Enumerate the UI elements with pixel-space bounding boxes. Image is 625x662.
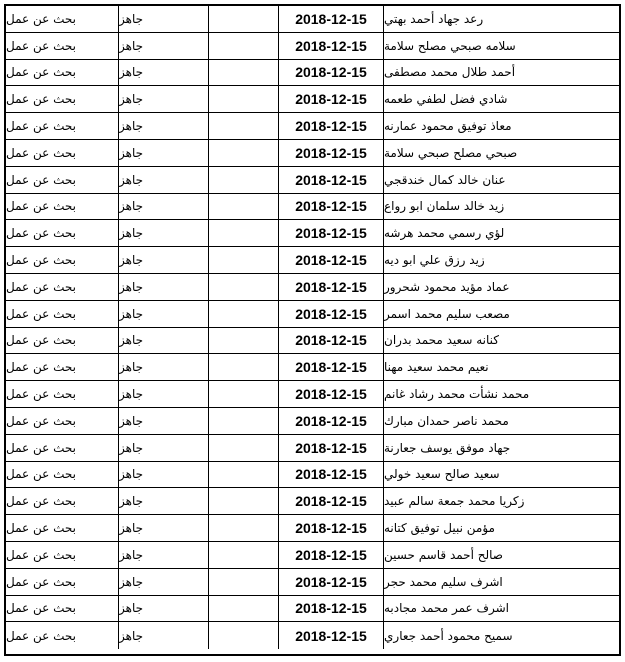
table-row <box>6 274 619 301</box>
status-cell: جاهز <box>118 569 208 595</box>
date-cell: 2018-12-15 <box>278 622 383 649</box>
table-row <box>6 86 619 113</box>
name-cell: اشرف عمر محمد مجادبه <box>383 596 619 622</box>
date-cell: 2018-12-15 <box>278 194 383 220</box>
table-row <box>6 622 619 649</box>
reason-cell: بحث عن عمل <box>6 92 76 107</box>
name-cell: عنان خالد كمال خندقجي <box>383 167 619 193</box>
reason-cell: بحث عن عمل <box>6 521 76 536</box>
date-cell: 2018-12-15 <box>278 301 383 327</box>
table-row <box>6 354 619 381</box>
date-cell: 2018-12-15 <box>278 354 383 380</box>
status-cell: جاهز <box>118 435 208 461</box>
date-cell: 2018-12-15 <box>278 6 383 32</box>
reason-cell: بحث عن عمل <box>6 145 76 160</box>
name-cell: شادي فضل لطفي طعمه <box>383 86 619 112</box>
blank-cell <box>208 274 278 300</box>
date-cell: 2018-12-15 <box>278 488 383 514</box>
name-cell: سلامه صبحي مصلح سلامة <box>383 33 619 59</box>
date-cell: 2018-12-15 <box>278 462 383 488</box>
status-cell: جاهز <box>118 515 208 541</box>
reason-cell: بحث عن عمل <box>6 628 76 643</box>
blank-cell <box>208 220 278 246</box>
status-cell: جاهز <box>118 381 208 407</box>
name-cell: نعيم محمد سعيد مهنا <box>383 354 619 380</box>
date-cell: 2018-12-15 <box>278 515 383 541</box>
reason-cell: بحث عن عمل <box>6 494 76 509</box>
blank-cell <box>208 515 278 541</box>
table-row <box>6 6 619 33</box>
blank-cell <box>208 622 278 649</box>
reason-cell: بحث عن عمل <box>6 333 76 348</box>
table-row <box>6 220 619 247</box>
blank-cell <box>208 354 278 380</box>
table-row <box>6 301 619 328</box>
blank-cell <box>208 408 278 434</box>
records-table <box>4 4 621 656</box>
name-cell: محمد ناصر حمدان مبارك <box>383 408 619 434</box>
blank-cell <box>208 462 278 488</box>
reason-cell: بحث عن عمل <box>6 306 76 321</box>
blank-cell <box>208 542 278 568</box>
blank-cell <box>208 140 278 166</box>
date-cell: 2018-12-15 <box>278 274 383 300</box>
status-cell: جاهز <box>118 622 208 649</box>
table-row <box>6 569 619 596</box>
blank-cell <box>208 247 278 273</box>
table-row <box>6 167 619 194</box>
date-cell: 2018-12-15 <box>278 408 383 434</box>
date-cell: 2018-12-15 <box>278 596 383 622</box>
blank-cell <box>208 301 278 327</box>
status-cell: جاهز <box>118 462 208 488</box>
status-cell: جاهز <box>118 354 208 380</box>
date-cell: 2018-12-15 <box>278 247 383 273</box>
table-row <box>6 60 619 87</box>
blank-cell <box>208 328 278 354</box>
status-cell: جاهز <box>118 86 208 112</box>
blank-cell <box>208 33 278 59</box>
reason-cell: بحث عن عمل <box>6 413 76 428</box>
status-cell: جاهز <box>118 194 208 220</box>
reason-cell: بحث عن عمل <box>6 119 76 134</box>
name-cell: محمد نشأت محمد رشاد غانم <box>383 381 619 407</box>
status-cell: جاهز <box>118 274 208 300</box>
date-cell: 2018-12-15 <box>278 542 383 568</box>
status-cell: جاهز <box>118 301 208 327</box>
date-cell: 2018-12-15 <box>278 167 383 193</box>
name-cell: معاذ توفيق محمود عمارنه <box>383 113 619 139</box>
table-row <box>6 488 619 515</box>
reason-cell: بحث عن عمل <box>6 574 76 589</box>
status-cell: جاهز <box>118 6 208 32</box>
blank-cell <box>208 113 278 139</box>
name-cell: سعيد صالح سعيد خولي <box>383 462 619 488</box>
table-row <box>6 33 619 60</box>
name-cell: لؤي رسمي محمد هرشه <box>383 220 619 246</box>
blank-cell <box>208 488 278 514</box>
status-cell: جاهز <box>118 60 208 86</box>
name-cell: صالح أحمد قاسم حسين <box>383 542 619 568</box>
date-cell: 2018-12-15 <box>278 220 383 246</box>
table-row <box>6 140 619 167</box>
reason-cell: بحث عن عمل <box>6 253 76 268</box>
table-row <box>6 462 619 489</box>
date-cell: 2018-12-15 <box>278 140 383 166</box>
date-cell: 2018-12-15 <box>278 435 383 461</box>
reason-cell: بحث عن عمل <box>6 11 76 26</box>
name-cell: زيد خالد سلمان ابو رواع <box>383 194 619 220</box>
date-cell: 2018-12-15 <box>278 86 383 112</box>
status-cell: جاهز <box>118 408 208 434</box>
date-cell: 2018-12-15 <box>278 381 383 407</box>
name-cell: مصعب سليم محمد اسمر <box>383 301 619 327</box>
status-cell: جاهز <box>118 247 208 273</box>
status-cell: جاهز <box>118 328 208 354</box>
name-cell: زيد رزق علي ابو ديه <box>383 247 619 273</box>
blank-cell <box>208 86 278 112</box>
reason-cell: بحث عن عمل <box>6 440 76 455</box>
status-cell: جاهز <box>118 220 208 246</box>
date-cell: 2018-12-15 <box>278 60 383 86</box>
name-cell: أحمد طلال محمد مصطفى <box>383 60 619 86</box>
name-cell: زكريا محمد جمعة سالم عبيد <box>383 488 619 514</box>
reason-cell: بحث عن عمل <box>6 38 76 53</box>
status-cell: جاهز <box>118 488 208 514</box>
table-row <box>6 596 619 623</box>
blank-cell <box>208 435 278 461</box>
name-cell: كنانه سعيد محمد بدران <box>383 328 619 354</box>
reason-cell: بحث عن عمل <box>6 601 76 616</box>
table-row <box>6 381 619 408</box>
status-cell: جاهز <box>118 596 208 622</box>
blank-cell <box>208 60 278 86</box>
reason-cell: بحث عن عمل <box>6 360 76 375</box>
status-cell: جاهز <box>118 113 208 139</box>
reason-cell: بحث عن عمل <box>6 226 76 241</box>
status-cell: جاهز <box>118 140 208 166</box>
reason-cell: بحث عن عمل <box>6 387 76 402</box>
blank-cell <box>208 6 278 32</box>
reason-cell: بحث عن عمل <box>6 467 76 482</box>
table-row <box>6 328 619 355</box>
table-row <box>6 408 619 435</box>
table-row <box>6 247 619 274</box>
name-cell: صبحي مصلح صبحي سلامة <box>383 140 619 166</box>
table-row <box>6 515 619 542</box>
name-cell: جهاد موفق يوسف جعارنة <box>383 435 619 461</box>
date-cell: 2018-12-15 <box>278 569 383 595</box>
name-cell: اشرف سليم محمد حجر <box>383 569 619 595</box>
name-cell: رعد جهاد أحمد بهتي <box>383 6 619 32</box>
table-row <box>6 194 619 221</box>
blank-cell <box>208 569 278 595</box>
reason-cell: بحث عن عمل <box>6 65 76 80</box>
status-cell: جاهز <box>118 542 208 568</box>
reason-cell: بحث عن عمل <box>6 279 76 294</box>
name-cell: مؤمن نبيل توفيق كتانه <box>383 515 619 541</box>
table-row <box>6 542 619 569</box>
blank-cell <box>208 381 278 407</box>
blank-cell <box>208 596 278 622</box>
reason-cell: بحث عن عمل <box>6 199 76 214</box>
table-row <box>6 113 619 140</box>
name-cell: سميح محمود أحمد جعاري <box>383 622 619 649</box>
status-cell: جاهز <box>118 33 208 59</box>
blank-cell <box>208 194 278 220</box>
blank-cell <box>208 167 278 193</box>
status-cell: جاهز <box>118 167 208 193</box>
date-cell: 2018-12-15 <box>278 33 383 59</box>
date-cell: 2018-12-15 <box>278 113 383 139</box>
date-cell: 2018-12-15 <box>278 328 383 354</box>
reason-cell: بحث عن عمل <box>6 547 76 562</box>
reason-cell: بحث عن عمل <box>6 172 76 187</box>
table-row <box>6 435 619 462</box>
name-cell: عماد مؤيد محمود شحرور <box>383 274 619 300</box>
